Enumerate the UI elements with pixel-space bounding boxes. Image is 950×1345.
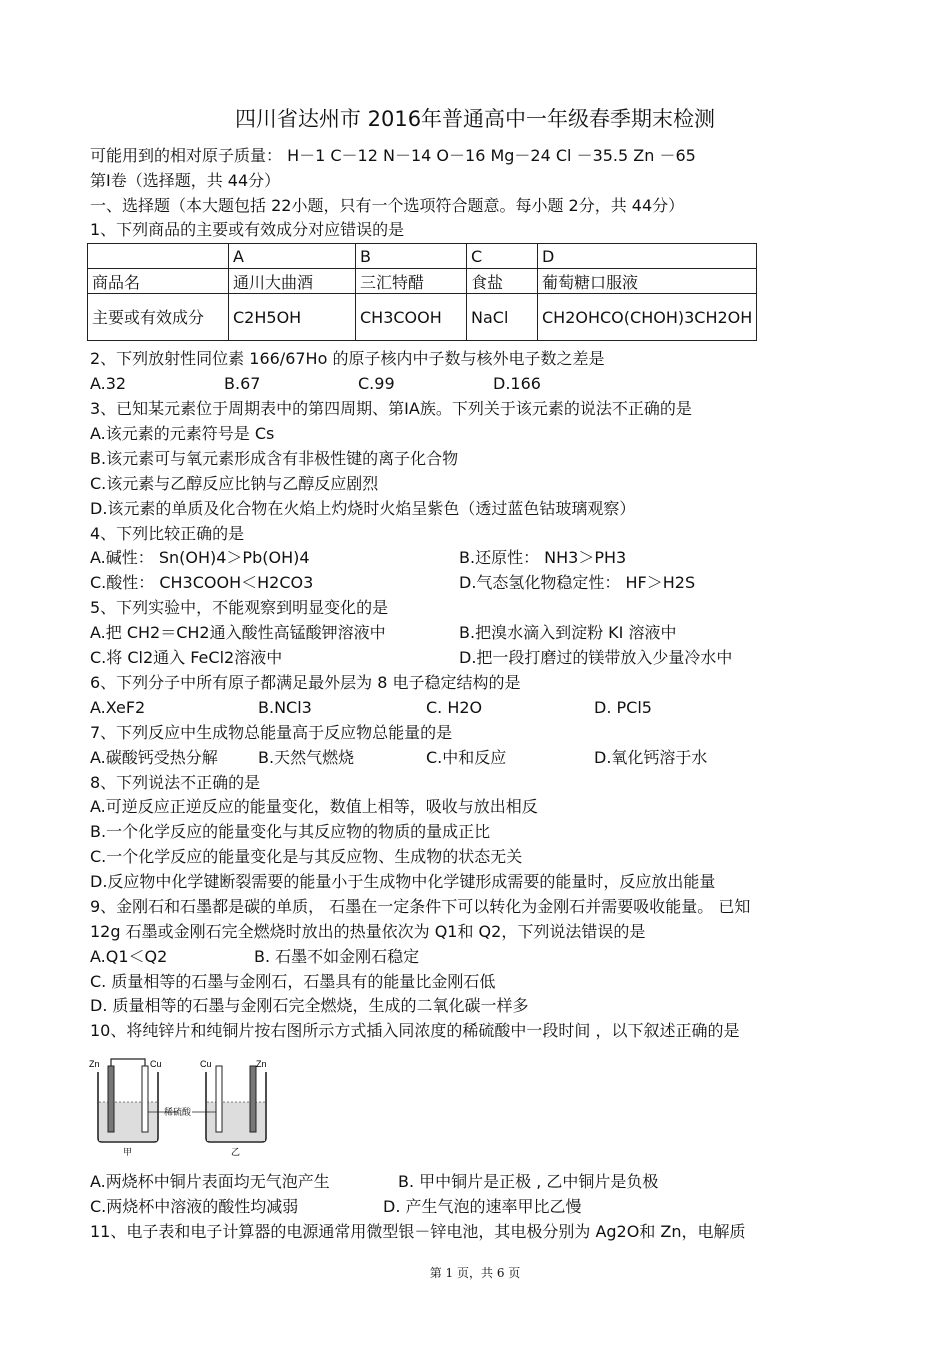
q4-option-c: C.酸性： CH3COOH＜H2CO3	[90, 573, 314, 592]
jia-label: 甲	[123, 1147, 133, 1157]
q9-stem-line1: 9、金刚石和石墨都是碳的单质， 石墨在一定条件下可以转化为金刚石并需要吸收能量。 已知	[90, 897, 751, 916]
cu-electrode	[216, 1066, 222, 1132]
table-header-cell: B	[356, 244, 467, 269]
cu-label: Cu	[200, 1059, 212, 1069]
instructions: 一、选择题（本大题包括 22小题，只有一个选项符合题意。每小题 2分，共 44分）	[90, 196, 685, 215]
q3-option-c: C.该元素与乙醇反应比钠与乙醇反应剧烈	[90, 474, 379, 493]
q5-option-d: D.把一段打磨过的镁带放入少量冷水中	[459, 648, 733, 667]
table-cell: 三汇特醋	[356, 269, 467, 294]
atomic-mass-line: 可能用到的相对原子质量： H－1 C－12 N－14 O－16 Mg－24 Cl －35.5 Zn －65	[90, 146, 696, 165]
q6-option-d: D. PCl5	[594, 698, 652, 717]
q9-option-d: D. 质量相等的石墨与金刚石完全燃烧，生成的二氧化碳一样多	[90, 996, 529, 1015]
q3-stem: 3、已知某元素位于周期表中的第四周期、第ⅠA族。下列关于该元素的说法不正确的是	[90, 399, 692, 418]
table-cell: 通川大曲酒	[229, 269, 356, 294]
q9-option-c: C. 质量相等的石墨与金刚石，石墨具有的能量比金刚石低	[90, 972, 496, 991]
section-heading: 第Ⅰ卷（选择题，共 44分）	[90, 171, 281, 190]
table-header-cell: C	[467, 244, 538, 269]
q5-option-c: C.将 Cl2通入 FeCl2溶液中	[90, 648, 283, 667]
zn-electrode	[250, 1066, 256, 1132]
acid-label: 稀硫酸	[164, 1107, 192, 1117]
page-footer: 第 1 页，共 6 页	[429, 1266, 521, 1280]
cu-label: Cu	[150, 1059, 162, 1069]
q9-option-b: B. 石墨不如金刚石稳定	[254, 947, 420, 966]
q10-stem: 10、将纯锌片和纯铜片按右图所示方式插入同浓度的稀硫酸中一段时间 ，以下叙述正确的是	[90, 1021, 740, 1040]
table-cell: CH2OHCO(CHOH)3CH2OH	[538, 294, 757, 341]
q9-option-a: A.Q1＜Q2	[90, 947, 168, 966]
q7-option-a: A.碳酸钙受热分解	[90, 748, 218, 767]
q5-stem: 5、下列实验中，不能观察到明显变化的是	[90, 598, 389, 617]
q8-option-b: B.一个化学反应的能量变化与其反应物的物质的量成正比	[90, 822, 491, 841]
zn-label: Zn	[89, 1059, 100, 1069]
q7-option-b: B.天然气燃烧	[258, 748, 355, 767]
q2-option-c: C.99	[358, 374, 395, 393]
table-header-cell: A	[229, 244, 356, 269]
q10-option-a: A.两烧杯中铜片表面均无气泡产生	[90, 1172, 330, 1191]
q4-option-d: D.气态氢化物稳定性： HF＞H2S	[459, 573, 696, 592]
zn-label: Zn	[256, 1059, 267, 1069]
yi-label: 乙	[231, 1147, 241, 1157]
q5-option-b: B.把溴水滴入到淀粉 KI 溶液中	[459, 623, 677, 642]
q1-stem: 1、下列商品的主要或有效成分对应错误的是	[90, 220, 405, 239]
q2-option-a: A.32	[90, 374, 127, 393]
q2-option-d: D.166	[493, 374, 541, 393]
table-header-cell: D	[538, 244, 757, 269]
table-cell: C2H5OH	[229, 294, 356, 341]
table-cell: 商品名	[88, 269, 229, 294]
q3-option-d: D.该元素的单质及化合物在火焰上灼烧时火焰呈紫色（透过蓝色钴玻璃观察）	[90, 499, 636, 518]
q1-table	[87, 243, 757, 341]
q6-stem: 6、下列分子中所有原子都满足最外层为 8 电子稳定结构的是	[90, 673, 521, 692]
q3-option-b: B.该元素可与氧元素形成含有非极性键的离子化合物	[90, 449, 459, 468]
q8-option-c: C.一个化学反应的能量变化是与其反应物、生成物的状态无关	[90, 847, 523, 866]
q3-option-a: A.该元素的元素符号是 Cs	[90, 424, 275, 443]
q10-option-c: C.两烧杯中溶液的酸性均减弱	[90, 1197, 299, 1216]
wire	[111, 1059, 145, 1066]
q6-option-b: B.NCl3	[258, 698, 312, 717]
galvanic-cell-figure	[88, 1058, 278, 1158]
zn-electrode	[108, 1066, 114, 1132]
q4-option-a: A.碱性： Sn(OH)4＞Pb(OH)4	[90, 548, 310, 567]
table-header-cell	[88, 244, 229, 269]
q4-option-b: B.还原性： NH3＞PH3	[459, 548, 627, 567]
table-cell: NaCl	[467, 294, 538, 341]
beaker-yi	[200, 1059, 267, 1157]
q8-stem: 8、下列说法不正确的是	[90, 773, 261, 792]
q9-stem-line2: 12g 石墨或金刚石完全燃烧时放出的热量依次为 Q1和 Q2，下列说法错误的是	[90, 922, 646, 941]
q8-option-a: A.可逆反应正逆反应的能量变化，数值上相等，吸收与放出相反	[90, 797, 538, 816]
q5-option-a: A.把 CH2＝CH2通入酸性高锰酸钾溶液中	[90, 623, 386, 642]
q10-option-d: D. 产生气泡的速率甲比乙慢	[383, 1197, 582, 1216]
table-cell: CH3COOH	[356, 294, 467, 341]
q2-option-b: B.67	[224, 374, 261, 393]
q8-option-d: D.反应物中化学键断裂需要的能量小于生成物中化学键形成需要的能量时，反应放出能量	[90, 872, 716, 891]
beaker-jia	[89, 1059, 162, 1157]
table-cell: 食盐	[467, 269, 538, 294]
q7-option-c: C.中和反应	[426, 748, 507, 767]
table-cell: 葡萄糖口服液	[538, 269, 757, 294]
q7-option-d: D.氧化钙溶于水	[594, 748, 708, 767]
q10-option-b: B. 甲中铜片是正极 , 乙中铜片是负极	[398, 1172, 659, 1191]
page-title: 四川省达州市 2016年普通高中一年级春季期末检测	[234, 107, 716, 131]
table-cell: 主要或有效成分	[88, 294, 229, 341]
q7-stem: 7、下列反应中生成物总能量高于反应物总能量的是	[90, 723, 453, 742]
q4-stem: 4、下列比较正确的是	[90, 524, 245, 543]
q11-stem: 11、电子表和电子计算器的电源通常用微型银－锌电池，其电极分别为 Ag2O和 Zn，电解质	[90, 1222, 746, 1241]
q6-option-c: C. H2O	[426, 698, 483, 717]
q6-option-a: A.XeF2	[90, 698, 146, 717]
q2-stem: 2、下列放射性同位素 166/67Ho 的原子核内中子数与核外电子数之差是	[90, 349, 605, 368]
cu-electrode	[142, 1066, 148, 1132]
